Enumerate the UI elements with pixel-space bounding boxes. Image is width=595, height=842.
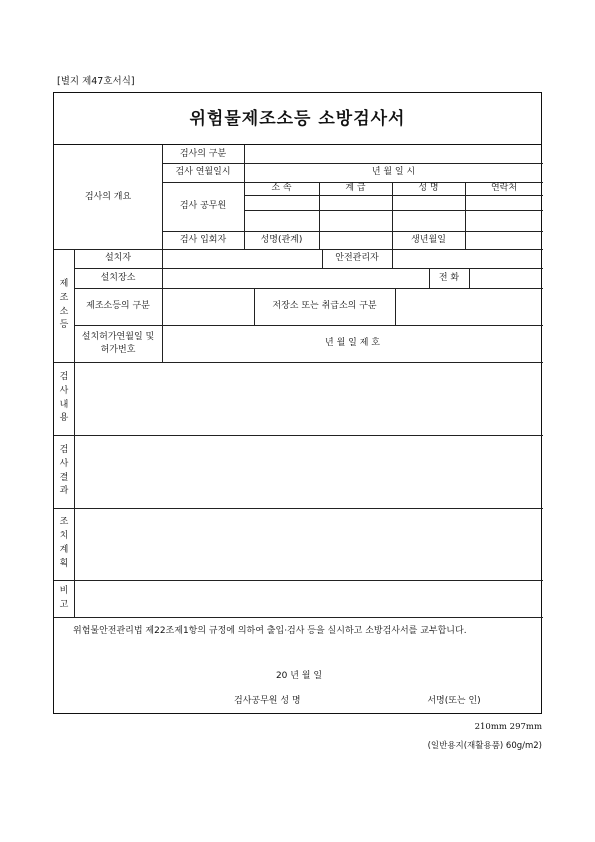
declaration-date: 20 년 월 일 (275, 670, 323, 681)
inspection-form (53, 92, 542, 714)
action-plan-label: 조 치 계 획 (59, 517, 69, 569)
inspection-officer-label: 검사 공무원 (179, 201, 227, 212)
inspection-result-label: 검 사 결 과 (59, 444, 69, 497)
facility-section-label: 제 조 소 등 (59, 278, 69, 331)
installer-label: 설치자 (104, 253, 132, 264)
paper-size: 210mm 297mm (474, 722, 542, 732)
signature-label: 서명(또는 인) (427, 695, 481, 706)
permit-label: 설치허가연월일 및 허가번호 (81, 332, 155, 355)
form-title: 위험물제조소등 소방검사서 (54, 93, 541, 145)
witness-label: 검사 입회자 (179, 234, 227, 245)
permit-field[interactable]: 년 월 일 제 호 (325, 338, 380, 349)
paper-spec: (일반용지(재활용품) 60g/m2) (427, 741, 542, 751)
declaration-text: 위험물안전관리법 제22조제1항의 규정에 의하여 출입·검사 등을 실시하고 소방검사서를 교부합니다. (73, 626, 467, 636)
col-contact: 연락처 (490, 183, 518, 194)
col-name: 성 명 (418, 183, 439, 194)
col-affiliation: 소 속 (271, 183, 292, 194)
inspection-content-label: 검 사 내 용 (59, 371, 69, 424)
inspection-datetime-label: 검사 연월일시 (175, 167, 231, 178)
facility-type-label: 제조소등의 구분 (86, 301, 150, 312)
overview-label: 검사의 개요 (84, 191, 132, 202)
location-label: 설치장소 (100, 272, 136, 283)
inspection-type-label: 검사의 구분 (179, 148, 227, 159)
col-rank: 계 급 (345, 183, 366, 194)
form-code: [별지 제47호서식] (57, 76, 135, 87)
witness-birth-label: 생년월일 (411, 234, 446, 245)
safety-manager-label: 안전관리자 (335, 253, 379, 264)
storage-type-label: 저장소 또는 취급소의 구분 (272, 301, 377, 312)
phone-label: 전 화 (438, 272, 460, 283)
witness-name-label: 성명(관계) (260, 234, 303, 245)
remarks-label: 비 고 (59, 585, 69, 610)
inspection-datetime-field[interactable]: 년 월 일 시 (371, 167, 416, 178)
signer-label: 검사공무원 성 명 (234, 695, 301, 706)
